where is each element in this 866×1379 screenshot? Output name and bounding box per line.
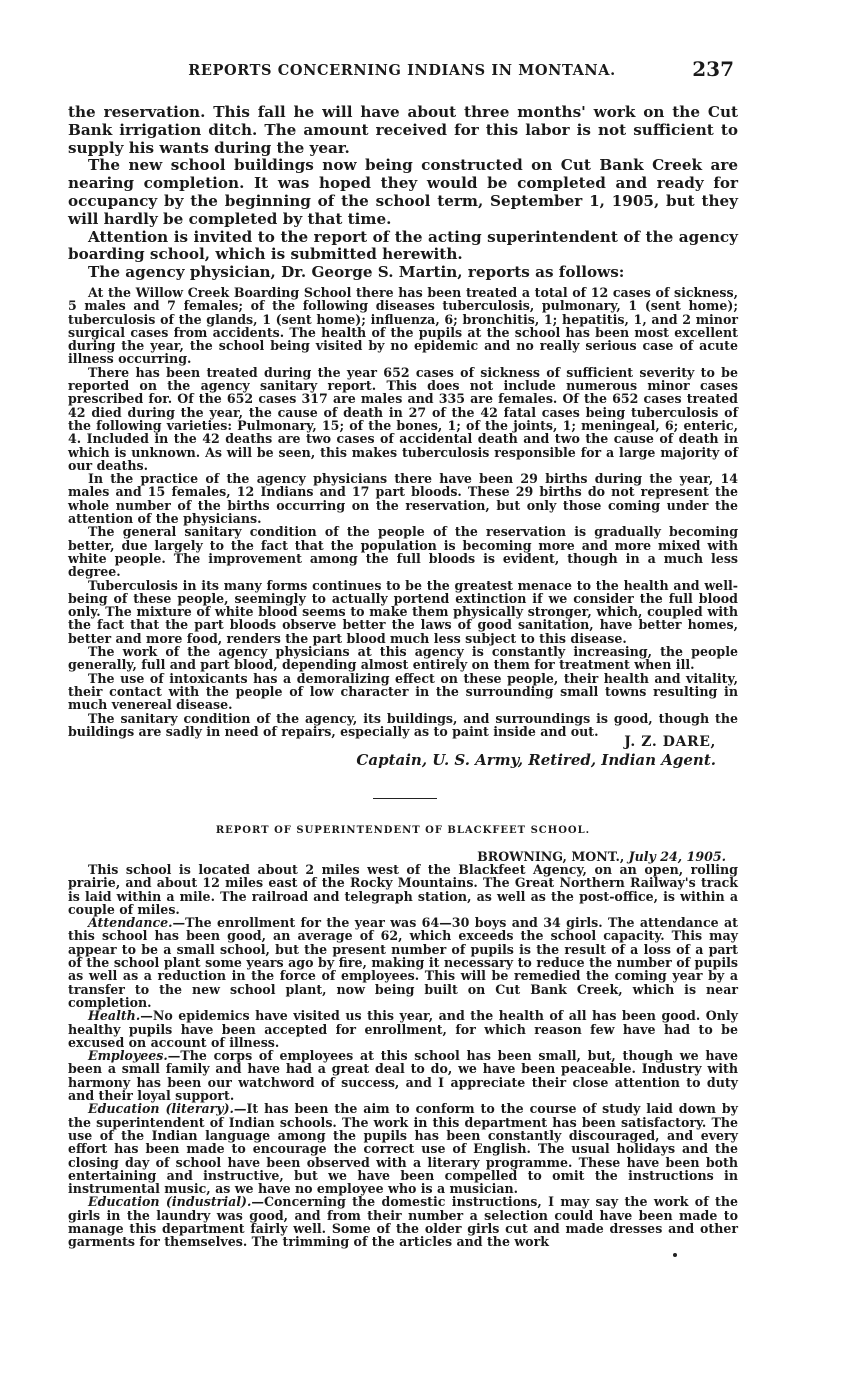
dateline-place: BROWNING, MONT., xyxy=(477,849,625,864)
school-paragraph xyxy=(68,1049,738,1102)
school-paragraph xyxy=(68,1195,738,1248)
report-paragraph: The general sanitary condition of the people of the reservation is gradually becoming better, due largely to the fact that the population is becoming more and more mixed with white people. The improvement among the full bloods is evident, though in a much less degree. xyxy=(68,524,738,580)
report-paragraph: In the practice of the agency physicians there have been 29 births during the year, 14 males and 15 females, 12 Indians and 17 part bloods. These 29 births do not represent the whole number of the births occurring on the reservation, but only those coming under the attention of the physicians. xyxy=(68,471,738,527)
paragraph-text: —The enrollment for the year was 64—30 boys and 34 girls. The attendance at this school has been good, an average of 62, which exceeds the school capacity. This may appear to be a small school, but the present number of pupils is the result of a loss of a part of the school plant some years ago by fire, making it necessary to reduce the number of pupils as well as a reduction in the force of employees. This will be remedied the coming year by a transfer to the new school plant, now being built on Cut Bank Creek, which is near completion. xyxy=(68,915,738,1010)
paragraph-text: —It has been the aim to conform to the course of study laid down by the superintendent of Indian schools. The work in this department has been satisfactory. The use of the Indian language among the pupils has been constantly discouraged, and every effort has been made to encourage the correct use of English. The usual holidays and the closing day of school have been observed with a literary programme. These have been both entertaining and instructive, but we have been compelled to omit the instructions in instrumental music, as we have no employee who is a musician. xyxy=(68,1101,738,1197)
report-paragraph: Tuberculosis in its many forms continues to be the greatest menace to the health and well-being of these people, seemingly to actually portend extinction if we consider the full blood only. The mixture of white blood seems to make them physically stronger, which, coupled with the fact that the part bloods observe better the laws of good sanitation, have better homes, better and more food, renders the part blood much less subject to this disease. xyxy=(68,577,738,646)
lead-paragraph: the reservation. This fall he will have about three months' work on the Cut Bank irrigation ditch. The amount received for this labor is not sufficient to supply his wants during the year. xyxy=(68,103,738,157)
paragraph-heading: Attendance. xyxy=(88,915,173,931)
signature-name: J. Z. DARE, xyxy=(624,734,716,750)
signature-title: Captain, U. S. Army, Retired, Indian Agent. xyxy=(356,751,716,769)
report-paragraph: The work of the agency physicians at this agency is constantly increasing, the people generally, full and part blood, depending almost entirely on them for treatment when ill. xyxy=(68,644,738,673)
physician-report xyxy=(68,286,738,738)
paragraph-heading: Health. xyxy=(88,1008,141,1024)
school-paragraph xyxy=(68,916,738,1009)
paragraph-text: —No epidemics have visited us this year, and the health of all has been good. Only healthy pupils have been accepted for enrollment, for which reason few have had to be excused on account of illness. xyxy=(68,1008,738,1050)
section-divider xyxy=(373,798,437,799)
school-report-body xyxy=(68,863,738,1249)
report-paragraph: At the Willow Creek Boarding School there has been treated a total of 12 cases of sickness, 5 males and 7 females; of the following diseases tuberculosis, pulmonary, 1 (sent home); tuberculosis of the glands, 1 (sent home); influenza, 6; bronchitis, 1; hepatitis, 1, and 2 minor surgical cases from accidents. The health of the pupils at the school has been most excellent during the year, the school being visited by no epidemic and no really serious case of acute illness occurring. xyxy=(68,285,738,367)
section-title: REPORT OF SUPERINTENDENT OF BLACKFEET SCHOOL. xyxy=(215,825,591,836)
report-paragraph: The sanitary condition of the agency, its buildings, and surroundings is good, though the buildings are sadly in need of repairs, especially as to paint inside and out. xyxy=(68,710,738,739)
paragraph-text: —Concerning the domestic instructions, I may say the work of the girls in the laundry was good, and from their number a selection could have been made to manage this department fairly well. Some of the older girls cut and made dresses and other garments for themselves. The trimming of the articles and the work xyxy=(68,1194,738,1250)
school-paragraph xyxy=(68,1102,738,1195)
paragraph-heading: Education (literary). xyxy=(88,1101,234,1117)
lead-paragraph: Attention is invited to the report of the acting superintendent of the agency boarding school, which is submitted herewith. xyxy=(68,227,738,264)
report-paragraph: There has been treated during the year 652 cases of sickness of sufficient severity to be reported on the agency sanitary report. This does not include numerous minor cases prescribed for. Of the 652 cases 317 are males and 335 are females. Of the 652 cases treated 42 died during the year, the cause of death in 27 of the 42 fatal cases being tuberculosis of the following varieties: Pulmonary, 15; of the bones, 1; of the joints, 1; meningeal, 6; enteric, 4. Included in the 42 deaths are two cases of accidental death and two the cause of death in which is unknown. As will be seen, this makes tuberculosis responsible for a large majority of our deaths. xyxy=(68,364,738,473)
paragraph-text: This school is located about 2 miles west of the Blackfeet Agency, on an open, rolling prairie, and about 12 miles east of the Rocky Mountains. The Great Northern Railway's track is laid within a mile. The railroad and telegraph station, as well as the post-office, is within a couple of miles. xyxy=(68,862,738,917)
lead-section xyxy=(68,104,738,282)
running-head: REPORTS CONCERNING INDIANS IN MONTANA. xyxy=(188,62,616,79)
print-speck xyxy=(673,1253,677,1257)
dateline-date: July 24, 1905. xyxy=(628,849,726,864)
paragraph-heading: Employees. xyxy=(88,1048,168,1064)
paragraph-heading: Education (industrial). xyxy=(88,1194,252,1210)
paragraph-text: —The corps of employees at this school has been small, but, though we have been a small family and have had a great deal to do, we have been peaceable. Industry with harmony has been our watchword of success, and I appreciate their close attention to duty and their loyal support. xyxy=(68,1048,738,1104)
school-paragraph xyxy=(68,1009,738,1049)
lead-paragraph: The agency physician, Dr. George S. Martin, reports as follows: xyxy=(88,263,625,282)
lead-paragraph: The new school buildings now being constructed on Cut Bank Creek are nearing completion. It was hoped they would be completed and ready for occupancy by the beginning of the school term, September 1, 1905, but they will hardly be completed by that time. xyxy=(68,156,738,228)
school-paragraph xyxy=(68,863,738,916)
page-number: 237 xyxy=(692,57,734,81)
report-paragraph: The use of intoxicants has a demoralizing effect on these people, their health and vitality, their contact with the people of low character in the surrounding small towns resulting in much venereal disease. xyxy=(68,670,738,713)
